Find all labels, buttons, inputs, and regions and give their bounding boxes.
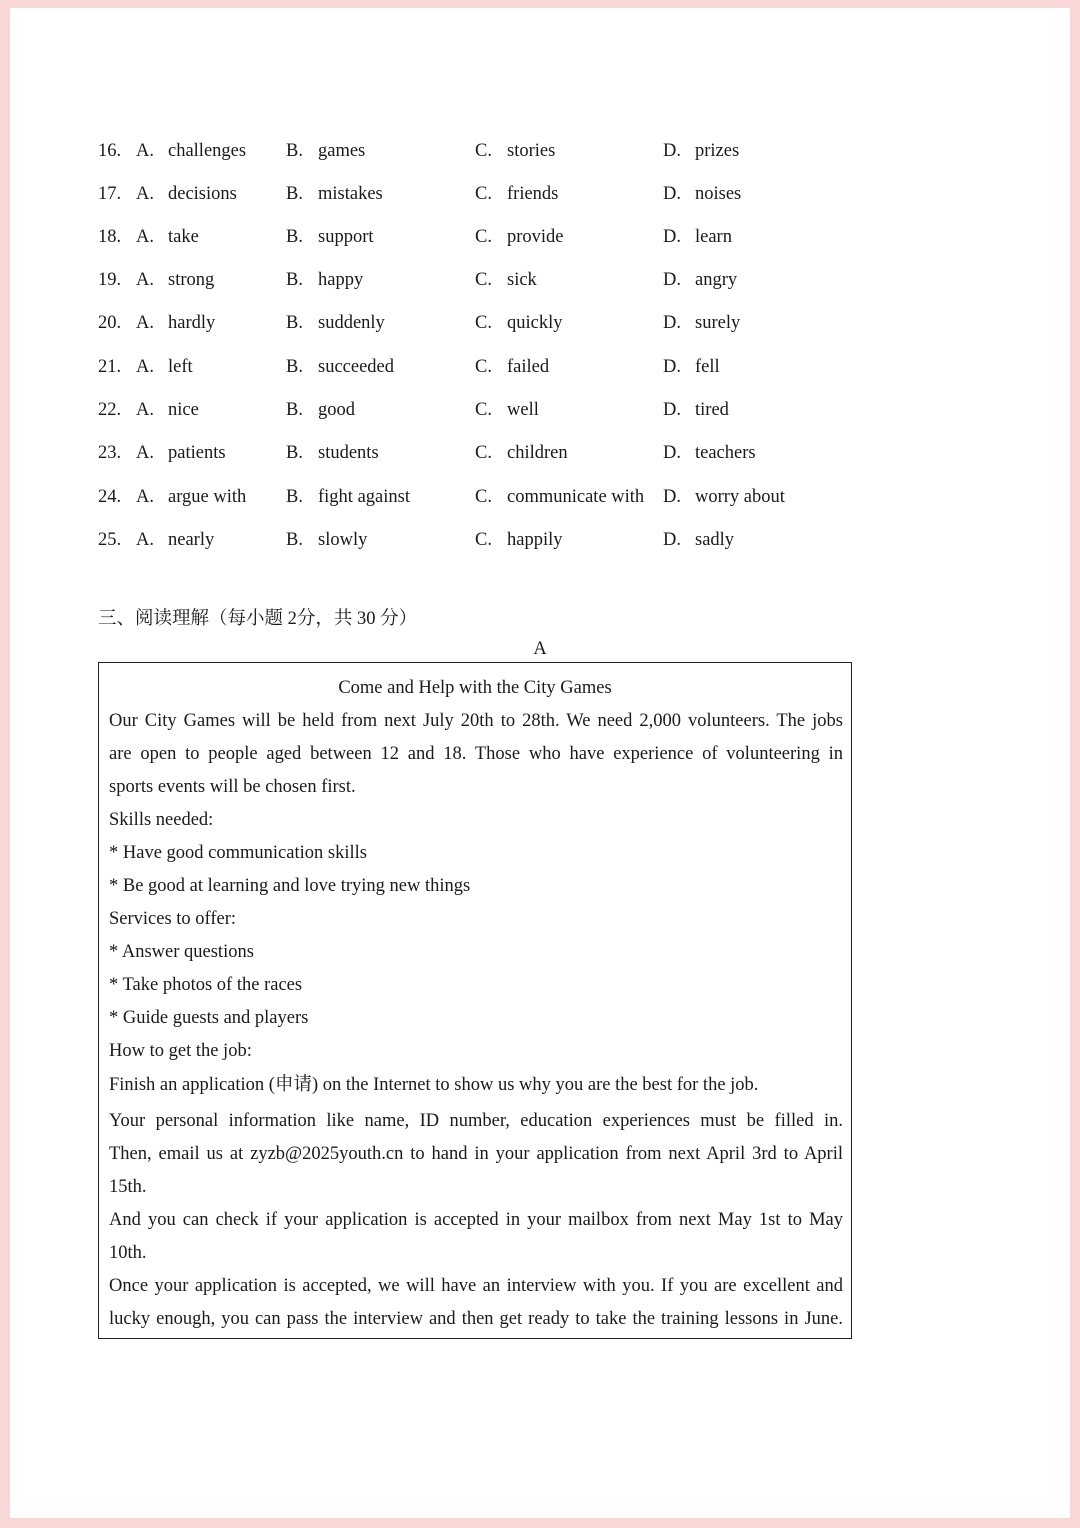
option-d: D. surely [663, 313, 741, 333]
option-a: A. take [136, 227, 199, 247]
option-d: D. sadly [663, 530, 735, 550]
passage-line: Services to offer: [109, 909, 237, 929]
passage-line: * Have good communication skills [109, 843, 367, 863]
passage-box [98, 662, 852, 1339]
option-b: B. fight against [286, 487, 410, 507]
question-number: 19. [98, 270, 122, 290]
question-row [98, 308, 858, 338]
option-a: A. argue with [136, 487, 247, 507]
option-d: D. fell [663, 357, 720, 377]
passage-line: 15th. [109, 1177, 147, 1197]
passage-line: sports events will be chosen first. [109, 777, 356, 797]
option-c: C. provide [475, 227, 564, 247]
passage-line: Once your application is accepted, we will have an interview with you. If you are excellent and [109, 1276, 843, 1296]
option-c: C. happily [475, 530, 563, 550]
option-d: D. tired [663, 400, 729, 420]
question-number: 25. [98, 530, 122, 550]
option-a: A. nice [136, 400, 199, 420]
question-row [98, 179, 858, 209]
question-row [98, 136, 858, 166]
passage-line: are open to people aged between 12 and 18. Those who have experience of volunteering in [109, 744, 843, 764]
question-number: 17. [98, 184, 122, 204]
option-b: B. students [286, 443, 379, 463]
question-number: 23. [98, 443, 122, 463]
question-number: 18. [98, 227, 122, 247]
option-b: B. games [286, 141, 366, 161]
exam-page [10, 8, 1070, 1518]
question-number: 22. [98, 400, 122, 420]
option-b: B. succeeded [286, 357, 395, 377]
option-a: A. decisions [136, 184, 237, 204]
option-a: A. hardly [136, 313, 216, 333]
question-row [98, 222, 858, 252]
option-d: D. worry about [663, 487, 785, 507]
option-c: C. communicate with [475, 487, 645, 507]
passage-label: A [533, 639, 547, 659]
option-d: D. noises [663, 184, 742, 204]
option-a: A. strong [136, 270, 215, 290]
option-b: B. good [286, 400, 355, 420]
question-row [98, 438, 858, 468]
option-a: A. patients [136, 443, 226, 463]
section-title: 三、阅读理解（每小题 2分，共 30 分） [98, 609, 418, 629]
passage-line: Your personal information like name, ID number, education experiences must be filled in. [109, 1111, 843, 1131]
option-b: B. happy [286, 270, 364, 290]
option-d: D. prizes [663, 141, 740, 161]
question-row [98, 482, 858, 512]
option-c: C. quickly [475, 313, 563, 333]
passage-line: * Answer questions [109, 942, 254, 962]
option-d: D. learn [663, 227, 732, 247]
option-b: B. suddenly [286, 313, 385, 333]
passage-line: * Take photos of the races [109, 975, 303, 995]
passage-line: Then, email us at zyzb@2025youth.cn to hand in your application from next April 3rd to April [109, 1144, 843, 1164]
option-a: A. nearly [136, 530, 215, 550]
passage-line: lucky enough, you can pass the interview and then get ready to take the training lessons in June. [109, 1309, 843, 1329]
passage-line: And you can check if your application is accepted in your mailbox from next May 1st to May [109, 1210, 843, 1230]
passage-line: Finish an application (申请) on the Internet to show us why you are the best for the job. [109, 1075, 759, 1095]
passage-line: 10th. [109, 1243, 147, 1263]
option-d: D. teachers [663, 443, 756, 463]
option-c: C. children [475, 443, 568, 463]
option-a: A. challenges [136, 141, 247, 161]
passage-line: * Guide guests and players [109, 1008, 309, 1028]
question-row [98, 265, 858, 295]
question-number: 20. [98, 313, 122, 333]
option-c: C. friends [475, 184, 559, 204]
option-c: C. stories [475, 141, 556, 161]
question-number: 24. [98, 487, 122, 507]
option-a: A. left [136, 357, 193, 377]
question-number: 16. [98, 141, 122, 161]
option-b: B. slowly [286, 530, 368, 550]
option-c: C. sick [475, 270, 537, 290]
passage-title: Come and Help with the City Games [338, 678, 612, 698]
question-number: 21. [98, 357, 122, 377]
question-row [98, 395, 858, 425]
passage-line: How to get the job: [109, 1041, 252, 1061]
passage-line: Our City Games will be held from next July 20th to 28th. We need 2,000 volunteers. The jobs [109, 711, 843, 731]
option-b: B. mistakes [286, 184, 383, 204]
question-row [98, 352, 858, 382]
passage-line: Skills needed: [109, 810, 214, 830]
option-b: B. support [286, 227, 374, 247]
passage-line: * Be good at learning and love trying new things [109, 876, 471, 896]
question-row [98, 525, 858, 555]
option-d: D. angry [663, 270, 738, 290]
option-c: C. well [475, 400, 539, 420]
option-c: C. failed [475, 357, 550, 377]
